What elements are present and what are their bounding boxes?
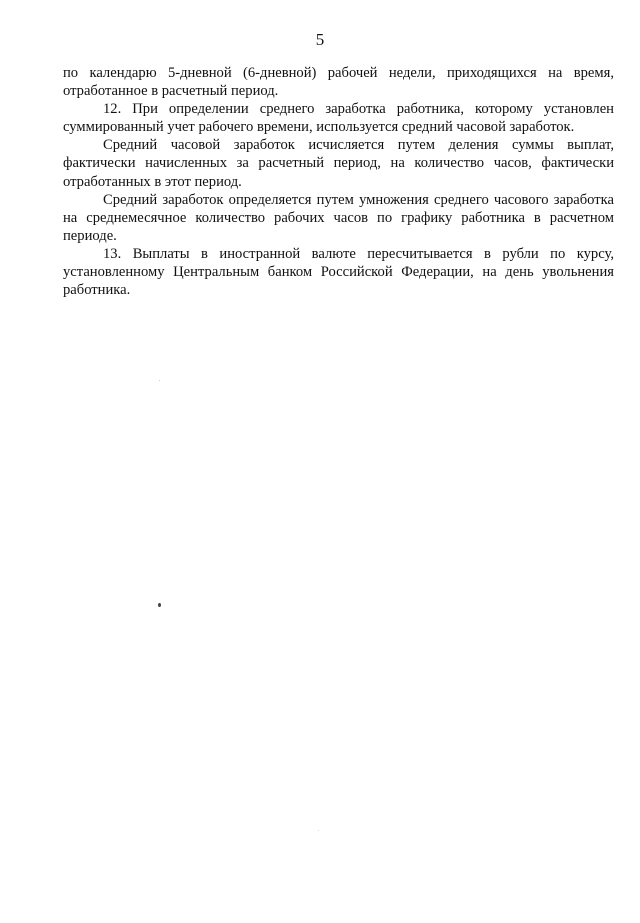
page-number: 5 (315, 30, 325, 49)
paragraph-item-13: 13. Выплаты в иностранной валюте пересчитывается в рубли по курсу, установленному Центральным банком Российской Федерации, на день увольнения работника. (63, 245, 614, 299)
scan-speck (318, 830, 319, 831)
paragraph-hourly-earnings: Средний часовой заработок исчисляется путем деления суммы выплат, фактически начисленных за расчетный период, на количество часов, фактически отработанных в этот период. (63, 137, 614, 190)
paragraph-average-earnings: Средний заработок определяется путем умножения среднего часового заработка на среднемесячное количество рабочих часов по графику работника в расчетном периоде. (63, 191, 614, 244)
document-body (63, 64, 614, 299)
scan-speck (158, 603, 161, 607)
scan-speck (159, 380, 160, 381)
paragraph-item-12: 12. При определении среднего заработка работника, которому установлен суммированный учет рабочего времени, используется средний часовой заработок. (63, 101, 614, 136)
paragraph-continuation: по календарю 5-дневной (6-дневной) рабочей недели, приходящихся на время, отработанное в расчетный период. (63, 65, 614, 100)
